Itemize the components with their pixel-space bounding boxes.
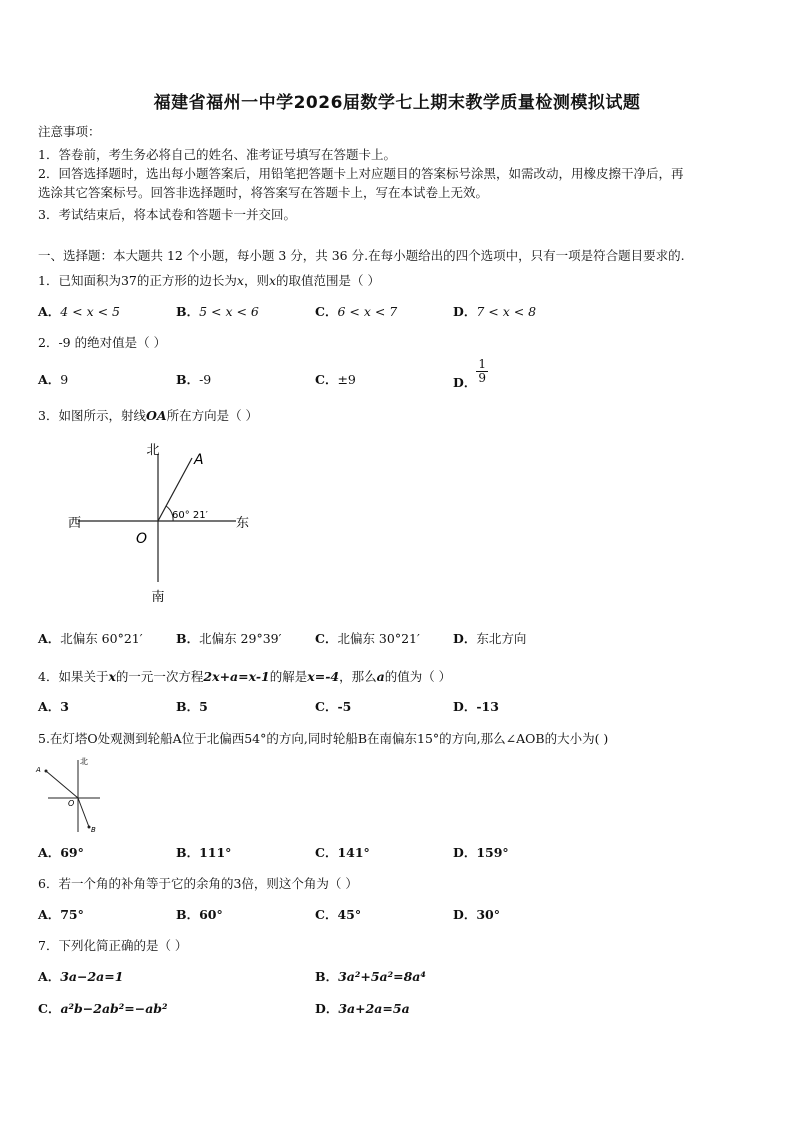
option-label: A． [38,907,61,922]
option-label: C． [38,1001,61,1016]
option-label: C． [315,372,338,387]
ray-ob [78,798,89,827]
option-text: 111° [199,845,232,860]
option-text: 3a+2a=5a [338,1001,410,1016]
option-label: C． [315,631,338,646]
q4-option-a[interactable] [38,697,69,715]
notice-item-2-cont: 选涂其它答案标号。回答非选择题时，将答案写在答题卡上，写在本试卷上无效。 [38,185,489,200]
option-text: 北偏东 60°21′ [60,631,143,646]
q2-option-d[interactable] [453,357,488,390]
option-label: A． [38,969,61,984]
option-text: 69° [60,845,84,860]
option-text: 北偏东 29°39′ [199,631,282,646]
option-text: -5 [337,699,352,714]
q3-option-b[interactable] [176,629,281,647]
page-title: 福建省福州一中学2026届数学七上期末教学质量检测模拟试题 [153,93,641,113]
q3-text: 3．如图所示，射线 [38,408,146,423]
option-label: D． [315,1001,339,1016]
q4-text: 4．如果关于 [38,669,109,684]
q3-option-c[interactable] [315,629,420,647]
option-label: D． [453,631,477,646]
notice-heading: 注意事项： [38,124,101,139]
q1-variable: x [236,273,244,288]
notice-item-2: 2．回答选择题时，选出每小题答案后，用铅笔把答题卡上对应题目的答案标号涂黑，如需改动，用橡皮擦干净后，再 [38,166,684,181]
option-text: 3a²+5a²=8a⁴ [338,969,426,984]
origin-label: O [136,531,148,547]
option-text: 北偏东 30°21′ [337,631,420,646]
option-text: ±9 [337,372,356,387]
question-6-stem: 6．若一个角的补角等于它的余角的3倍，则这个角为（ ） [38,876,358,891]
option-label: C． [315,907,338,922]
option-text: 60° [199,907,223,922]
north-label: 北 [80,757,88,766]
point-a-label: A [194,452,204,468]
option-label: D． [453,375,477,390]
q5-option-a[interactable] [38,843,84,861]
q1-option-d[interactable] [453,302,536,320]
notice-item-1: 1．答卷前，考生务必将自己的姓名、准考证号填写在答题卡上。 [38,147,396,162]
fraction-numerator: 1 [478,357,486,371]
option-text: 3a−2a=1 [60,969,124,984]
q1-option-c[interactable] [315,302,397,320]
west-label: 西 [68,516,82,531]
option-text: 东北方向 [476,631,527,646]
q4-solution: x=-4 [307,669,340,684]
north-label: 北 [146,443,160,458]
q6-option-a[interactable] [38,905,84,923]
option-label: B． [176,699,200,714]
option-text: 3 [60,699,69,714]
q1-option-a[interactable] [38,302,120,320]
point-a [45,770,48,773]
q2-option-a[interactable] [38,370,68,388]
q7-option-d[interactable] [315,999,410,1017]
q5-option-c[interactable] [315,843,370,861]
q4-option-b[interactable] [176,697,208,715]
east-label: 东 [236,516,250,531]
option-label: D． [453,907,477,922]
q1-text: 1．已知面积为 [38,273,121,288]
option-text: 30° [476,907,500,922]
option-text: 75° [60,907,84,922]
q4-option-c[interactable] [315,697,351,715]
q1-text: 的正方形的边长为 [136,273,237,288]
q3-option-d[interactable] [453,629,526,647]
q2-option-b[interactable] [176,370,211,388]
question-7-stem: 7．下列化简正确的是（ ） [38,938,188,953]
q1-text: ，则 [243,273,269,288]
option-label: D． [453,304,477,319]
option-text: 159° [476,845,509,860]
compass-diagram [60,436,270,606]
option-label: B． [315,969,339,984]
option-text: 7 < x < 8 [476,304,537,319]
question-4-stem [38,667,451,685]
option-text: 9 [60,372,69,387]
q4-equation: 2x+a=x-1 [203,669,270,684]
q4-text: 的一元一次方程 [115,669,204,684]
option-text: 6 < x < 7 [337,304,398,319]
option-text: 5 [199,699,208,714]
option-label: B． [176,907,200,922]
q4-option-d[interactable] [453,697,499,715]
option-label: C． [315,304,338,319]
option-text: 45° [337,907,362,922]
option-label: B． [176,631,200,646]
point-b-label: B [91,826,96,834]
question-1-stem [38,271,380,289]
q6-option-d[interactable] [453,905,500,923]
option-text: 141° [337,845,370,860]
fraction-denominator: 9 [478,371,486,385]
q6-option-b[interactable] [176,905,223,923]
option-text: 5 < x < 6 [199,304,259,319]
q3-text: 所在方向是（ ） [166,408,259,423]
option-label: C． [315,699,338,714]
option-text: 4 < x < 5 [60,304,120,319]
option-label: A． [38,372,61,387]
lighthouse-diagram [34,752,104,836]
option-text: -9 [199,372,212,387]
option-label: A． [38,631,61,646]
question-2-stem: 2．-9 的绝对值是（ ） [38,335,167,350]
south-label: 南 [151,590,165,605]
option-label: B． [176,304,200,319]
option-label: A． [38,699,61,714]
q4-text: 的解是 [269,669,308,684]
fraction [476,358,488,385]
origin-label: O [68,799,75,808]
option-label: D． [453,699,477,714]
q7-option-a[interactable] [38,967,123,985]
q4-variable: x [108,669,116,684]
ray-oa [46,771,78,798]
option-text: a²b−2ab²=−ab² [60,1001,168,1016]
point-a-label: A [36,766,41,774]
q3-option-a[interactable] [38,629,143,647]
option-label: A． [38,845,61,860]
q3-variable: OA [145,408,167,423]
q1-variable: x [268,273,277,288]
question-3-stem [38,406,258,424]
option-label: B． [176,845,200,860]
q4-variable: a [376,669,385,684]
option-label: B． [176,372,200,387]
q1-number: 37 [120,273,137,288]
q6-option-c[interactable] [315,905,361,923]
q1-option-b[interactable] [176,302,259,320]
option-label: A． [38,304,61,319]
q4-text: ，那么 [339,669,377,684]
q5-option-d[interactable] [453,843,509,861]
q7-option-b[interactable] [315,967,426,985]
q1-text: 的取值范围是（ ） [276,273,381,288]
angle-label: 60° 21′ [172,510,208,521]
option-label: C． [315,845,338,860]
question-5-stem: 5.在灯塔O处观测到轮船A位于北偏西54°的方向,同时轮船B在南偏东15°的方向,那么∠AOB的大小为( ) [38,731,609,746]
q4-text: 的值为（ ） [384,669,452,684]
section-heading: 一、选择题：本大题共 12 个小题，每小题 3 分，共 36 分.在每小题给出的四个选项中，只有一项是符合题目要求的. [38,248,685,263]
q5-option-b[interactable] [176,843,231,861]
q2-option-c[interactable] [315,370,356,388]
option-text: -13 [476,699,499,714]
option-label: D． [453,845,477,860]
q7-option-c[interactable] [38,999,168,1017]
notice-item-3: 3．考试结束后，将本试卷和答题卡一并交回。 [38,207,296,222]
